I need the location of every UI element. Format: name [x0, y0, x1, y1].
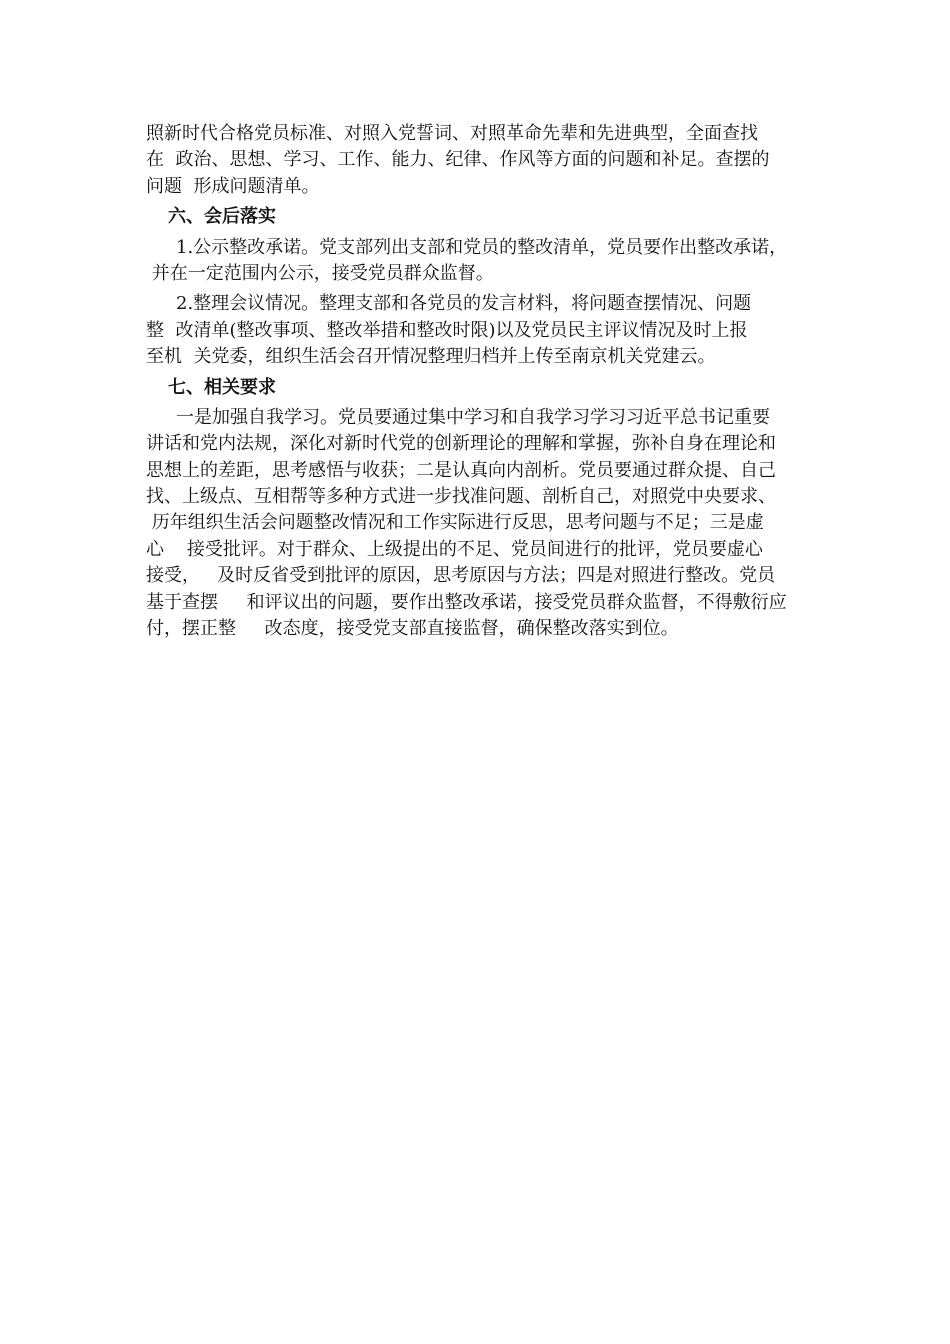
paragraph-line: 接受， 及时反省受到批评的原因，思考原因与方法；四是对照进行整改。党员: [146, 565, 776, 587]
section-6-item-2: [146, 291, 846, 370]
intro-line: 问题 形成问题清单。: [146, 175, 320, 197]
paragraph-line: 付，摆正整 改态度，接受党支部直接监督，确保整改落实到位。: [146, 618, 679, 640]
intro-line: 在 政治、思想、学习、工作、能力、纪律、作风等方面的问题和补足。查摆的: [146, 149, 770, 171]
intro-line: 照新时代合格党员标准、对照入党誓词、对照革命先辈和先进典型，全面查找: [146, 123, 758, 144]
section-6-heading: 六、会后落实: [168, 206, 276, 228]
paragraph-line: 心 接受批评。对于群众、上级提出的不足、党员间进行的批评，党员要虚心: [146, 538, 763, 560]
paragraph-line: 2.整理会议情况。整理支部和各党员的发言材料，将问题查摆情况、问题: [176, 293, 752, 315]
paragraph-line: 基于查摆 和评议出的问题，要作出整改承诺，接受党员群众监督，不得敷衍应: [146, 591, 787, 613]
paragraph-line: 找、上级点、互相帮等多种方式进一步找准问题、剖析自己，对照党中央要求、: [146, 486, 776, 508]
paragraph-line: 1.公示整改承诺。党支部列出支部和党员的整改清单，党员要作出整改承诺，: [176, 236, 788, 258]
section-7-heading: 七、相关要求: [168, 376, 276, 398]
paragraph-line: 历年组织生活会问题整改情况和工作实际进行反思，思考问题与不足；三是虚: [146, 512, 764, 534]
paragraph-line: 讲话和党内法规，深化对新时代党的创新理论的理解和掌握，弥补自身在理论和: [146, 433, 776, 455]
paragraph-line: 并在一定范围内公示，接受党员群众监督。: [146, 262, 494, 284]
paragraph-line: 整 改清单(整改事项、整改举措和整改时限)以及党员民主评议情况及时上报: [146, 319, 748, 341]
intro-paragraph: [146, 121, 846, 200]
section-6-item-1: [146, 235, 846, 288]
section-7-body: [146, 405, 846, 643]
paragraph-line: 至机 关党委，组织生活会召开情况整理归档并上传至南京机关党建云。: [146, 346, 716, 368]
document-body: [146, 121, 846, 642]
paragraph-line: 一是加强自我学习。党员要通过集中学习和自我学习学习习近平总书记重要: [176, 406, 770, 428]
paragraph-line: 思想上的差距，思考感悟与收获；二是认真向内剖析。党员要通过群众提、自己: [146, 459, 776, 481]
